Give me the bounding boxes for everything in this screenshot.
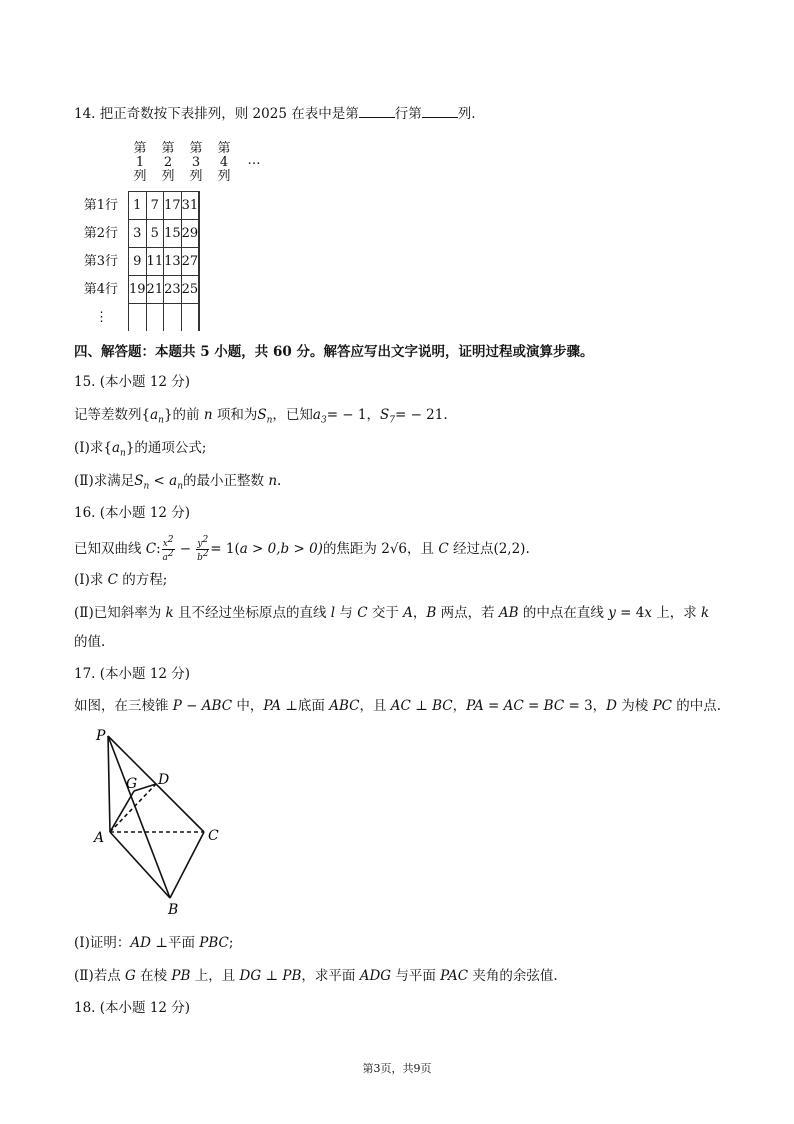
math-s-7: $S_7$ (379, 407, 395, 426)
text-span: }的通项公式; (125, 440, 207, 456)
q15-part2 (74, 471, 281, 497)
text-span: ; (228, 935, 234, 951)
q15-stem (74, 405, 448, 431)
math-c: C (357, 605, 368, 621)
table-cell (199, 192, 200, 220)
table-cell: 3 (129, 220, 147, 248)
table-cell: 25 (181, 276, 199, 304)
text-span: }的前 (163, 407, 204, 423)
math-ac: AC (390, 698, 411, 714)
text-span: ， (412, 605, 427, 621)
col-head-top: 第 (189, 141, 203, 156)
edge-pb (108, 736, 170, 898)
label-d: D (158, 772, 170, 788)
text-span: ，已知 (272, 407, 313, 423)
table-cell (129, 304, 147, 332)
q16-part1 (74, 570, 167, 590)
col-head-top: 第 (133, 141, 147, 156)
q17-part1 (74, 933, 233, 953)
edge-pa (108, 736, 110, 832)
text-span: = 1( (210, 541, 240, 557)
q17-header: 17. (本小题 12 分) (74, 666, 191, 682)
row-head-ellipsis: ⋮ (95, 310, 108, 325)
row-head-1: 第1行 (83, 198, 118, 213)
text-span: 的方程; (118, 572, 168, 588)
text-span: 的中点在直线 (518, 605, 609, 621)
col-head-bottom: 列 (217, 169, 231, 184)
math-bc: BC (543, 698, 565, 714)
q18-header: 18. (本小题 12 分) (74, 1000, 191, 1016)
math-a-n: $a_n$ (111, 440, 126, 459)
q14-prefix: 14. 把正奇数按下表排列，则 2025 在表中是第 (74, 106, 359, 122)
table-cell (199, 220, 200, 248)
table-cell: 29 (181, 220, 199, 248)
text-span: (Ⅱ)求满足 (74, 473, 135, 489)
text-span: 上，且 (190, 968, 240, 984)
page-footer: 第3页，共9页 (362, 1062, 432, 1075)
math-a: A (403, 605, 413, 621)
edge-gd (134, 784, 156, 791)
text-span: 夹角的余弦值. (468, 968, 558, 984)
math-pb: PB (171, 968, 191, 984)
pyramid-figure (90, 722, 230, 918)
table-cell (199, 248, 200, 276)
text-span: ⊥底面 (280, 698, 330, 714)
math-ad: AD (130, 935, 151, 951)
text-span: 与 (335, 605, 358, 621)
math-l: l (330, 605, 336, 621)
math-pac: PAC (440, 968, 469, 984)
table-cell: 15 (164, 220, 182, 248)
text-span: 上，求 (651, 605, 702, 621)
q16-header: 16. (本小题 12 分) (74, 505, 191, 521)
text-span: = 3， (564, 698, 607, 714)
text-span: (Ⅰ)求 (74, 572, 108, 588)
q16-stem: 已知双曲线 C: $\frac{x^2}{a^2}$ − $\frac{y^2}{b^2}$ = 1(a > 0,b > 0)的焦距为 2√6，且 C 经过点(2,2). (74, 535, 530, 563)
math-adg: ADG (359, 968, 392, 984)
col-head-num: 2 (163, 155, 173, 170)
math-ab: AB (498, 605, 519, 621)
q16-part2: (Ⅱ)已知斜率为 k 且不经过坐标原点的直线 l 与 C 交于 A，B 两点，若 AB 的中点在直线 y = 4x 上，求 k (74, 605, 710, 621)
math-pc: PC (652, 698, 672, 714)
q17-stem: 如图，在三棱锥 P − ABC 中，PA ⊥底面 ABC，且 AC ⊥ BC，PA = AC = BC = 3，D 为棱 PC 的中点. (74, 698, 722, 714)
math-g: G (125, 968, 136, 984)
col-head-num: 3 (191, 155, 201, 170)
text-span: 与平面 (391, 968, 441, 984)
text-span: ，且 (359, 698, 391, 714)
row-head-4: 第4行 (83, 282, 118, 297)
answer-blank-row (359, 103, 395, 118)
q14-mid: 行第 (394, 106, 422, 122)
table-row (129, 192, 200, 220)
table-cell (164, 304, 182, 332)
row-head-2: 第2行 (83, 226, 118, 241)
math-abc: ABC (201, 698, 233, 714)
edge-ab (110, 832, 170, 898)
label-a: A (94, 830, 105, 846)
math-n: n (203, 407, 213, 423)
text-span: (Ⅱ)若点 (74, 968, 126, 984)
math-pa: PA (466, 698, 484, 714)
table-cell: 13 (164, 248, 182, 276)
math-s-n: $S_n$ (257, 407, 273, 426)
table-cell: 7 (146, 192, 164, 220)
text-span: (Ⅱ)已知斜率为 (74, 605, 166, 621)
row-head-3: 第3行 (83, 254, 118, 269)
math-dg: DG (239, 968, 262, 984)
math-c: C (145, 541, 157, 557)
math-a-n: $a_n$ (169, 473, 184, 492)
col-head-num: 4 (219, 155, 229, 170)
math-pbc: PBC (199, 935, 229, 951)
col-head-top: 第 (217, 141, 231, 156)
table-row (129, 304, 200, 332)
table-cell (181, 304, 199, 332)
math-a-n: $a_n$ (150, 407, 164, 426)
text-span: 的中点. (672, 698, 722, 714)
table-cell: 21 (146, 276, 164, 304)
frac-x2-a2: $\frac{x^2}{a^2}$ (162, 535, 174, 563)
math-bc: BC (432, 698, 453, 714)
math-c: C (107, 572, 119, 588)
math-p-abc: P (172, 698, 182, 714)
q16-part2-cont: 的值. (74, 634, 106, 650)
table-cell: 27 (181, 248, 199, 276)
math-ac: AC (503, 698, 524, 714)
text-span: (Ⅰ)求{ (74, 440, 112, 456)
math-b: B (426, 605, 437, 621)
text-span: 在棱 (135, 968, 172, 984)
text-span: 为棱 (616, 698, 653, 714)
table-row (129, 276, 200, 304)
col-head-3 (182, 142, 210, 184)
text-span: = − 1， (326, 407, 380, 423)
col-head-1 (126, 142, 154, 184)
math-pa: PA (263, 698, 281, 714)
table-cell: 1 (129, 192, 147, 220)
math-n: n (268, 473, 278, 489)
q15-header: 15. (本小题 12 分) (74, 374, 191, 390)
math-k: k (701, 605, 710, 621)
text-span: < (149, 473, 170, 489)
col-head-bottom: 列 (133, 169, 147, 184)
table-cell (199, 304, 200, 332)
text-span: 的最小正整数 (183, 473, 269, 489)
odd-table-grid (128, 191, 200, 331)
frac-y2-b2: $\frac{y^2}{b^2}$ (197, 535, 209, 563)
table-cell: 5 (146, 220, 164, 248)
math-abc: ABC (329, 698, 360, 714)
table-row (129, 220, 200, 248)
text-span: 交于 (367, 605, 404, 621)
math-condition: a > 0,b > 0) (239, 541, 323, 557)
text-span: 项和为 (212, 407, 258, 423)
label-c: C (208, 828, 219, 844)
text-span: 已知双曲线 (74, 541, 146, 557)
q17-part2: (Ⅱ)若点 G 在棱 PB 上，且 DG ⊥ PB，求平面 ADG 与平面 PAC 夹角的余弦值. (74, 968, 558, 984)
text-span: 两点，若 (436, 605, 499, 621)
text-span: 记等差数列{ (74, 407, 151, 423)
math-line-eq: y (608, 605, 616, 621)
table-cell: 9 (129, 248, 147, 276)
text-span: (Ⅰ)证明： (74, 935, 131, 951)
section-title: 四、解答题：本题共 5 小题，共 60 分。解答应写出文字说明，证明过程或演算步骤。 (74, 344, 594, 360)
col-head-bottom: 列 (161, 169, 175, 184)
table-cell: 19 (129, 276, 147, 304)
label-b: B (168, 902, 179, 918)
answer-blank-col (422, 103, 458, 118)
table-cell: 11 (146, 248, 164, 276)
text-span: ， (452, 698, 467, 714)
text-span: 如图，在三棱锥 (74, 698, 173, 714)
math-x: x (644, 605, 652, 621)
label-p: P (96, 728, 106, 744)
math-d: D (606, 698, 617, 714)
col-head-bottom: 列 (189, 169, 203, 184)
edge-bc (170, 832, 204, 898)
math-k: k (165, 605, 174, 621)
col-head-4 (210, 142, 238, 184)
math-a-3: $a_3$ (312, 407, 327, 426)
q15-part1 (74, 438, 206, 464)
table-cell: 31 (181, 192, 199, 220)
text-span: 经过点(2,2). (448, 541, 530, 557)
table-cell (199, 276, 200, 304)
text-span: 中， (232, 698, 264, 714)
col-head-2 (154, 142, 182, 184)
text-span: ⊥平面 (150, 935, 200, 951)
table-cell: 23 (164, 276, 182, 304)
text-span: 的焦距为 2√6，且 (322, 541, 439, 557)
question-14 (74, 103, 476, 124)
q14-suffix: 列. (457, 106, 476, 122)
col-head-ellipsis: … (247, 153, 261, 168)
table-cell: 17 (164, 192, 182, 220)
text-span: = − 21. (394, 407, 448, 423)
col-head-num: 1 (135, 155, 145, 170)
col-head-top: 第 (161, 141, 175, 156)
text-span: 且不经过坐标原点的直线 (173, 605, 331, 621)
text-span: ，求平面 (301, 968, 360, 984)
table-cell (146, 304, 164, 332)
text-span: . (277, 473, 282, 489)
label-g: G (126, 776, 138, 792)
table-row (129, 248, 200, 276)
math-pb: PB (282, 968, 302, 984)
math-s-n: $S_n$ (134, 473, 150, 492)
math-c: C (438, 541, 449, 557)
